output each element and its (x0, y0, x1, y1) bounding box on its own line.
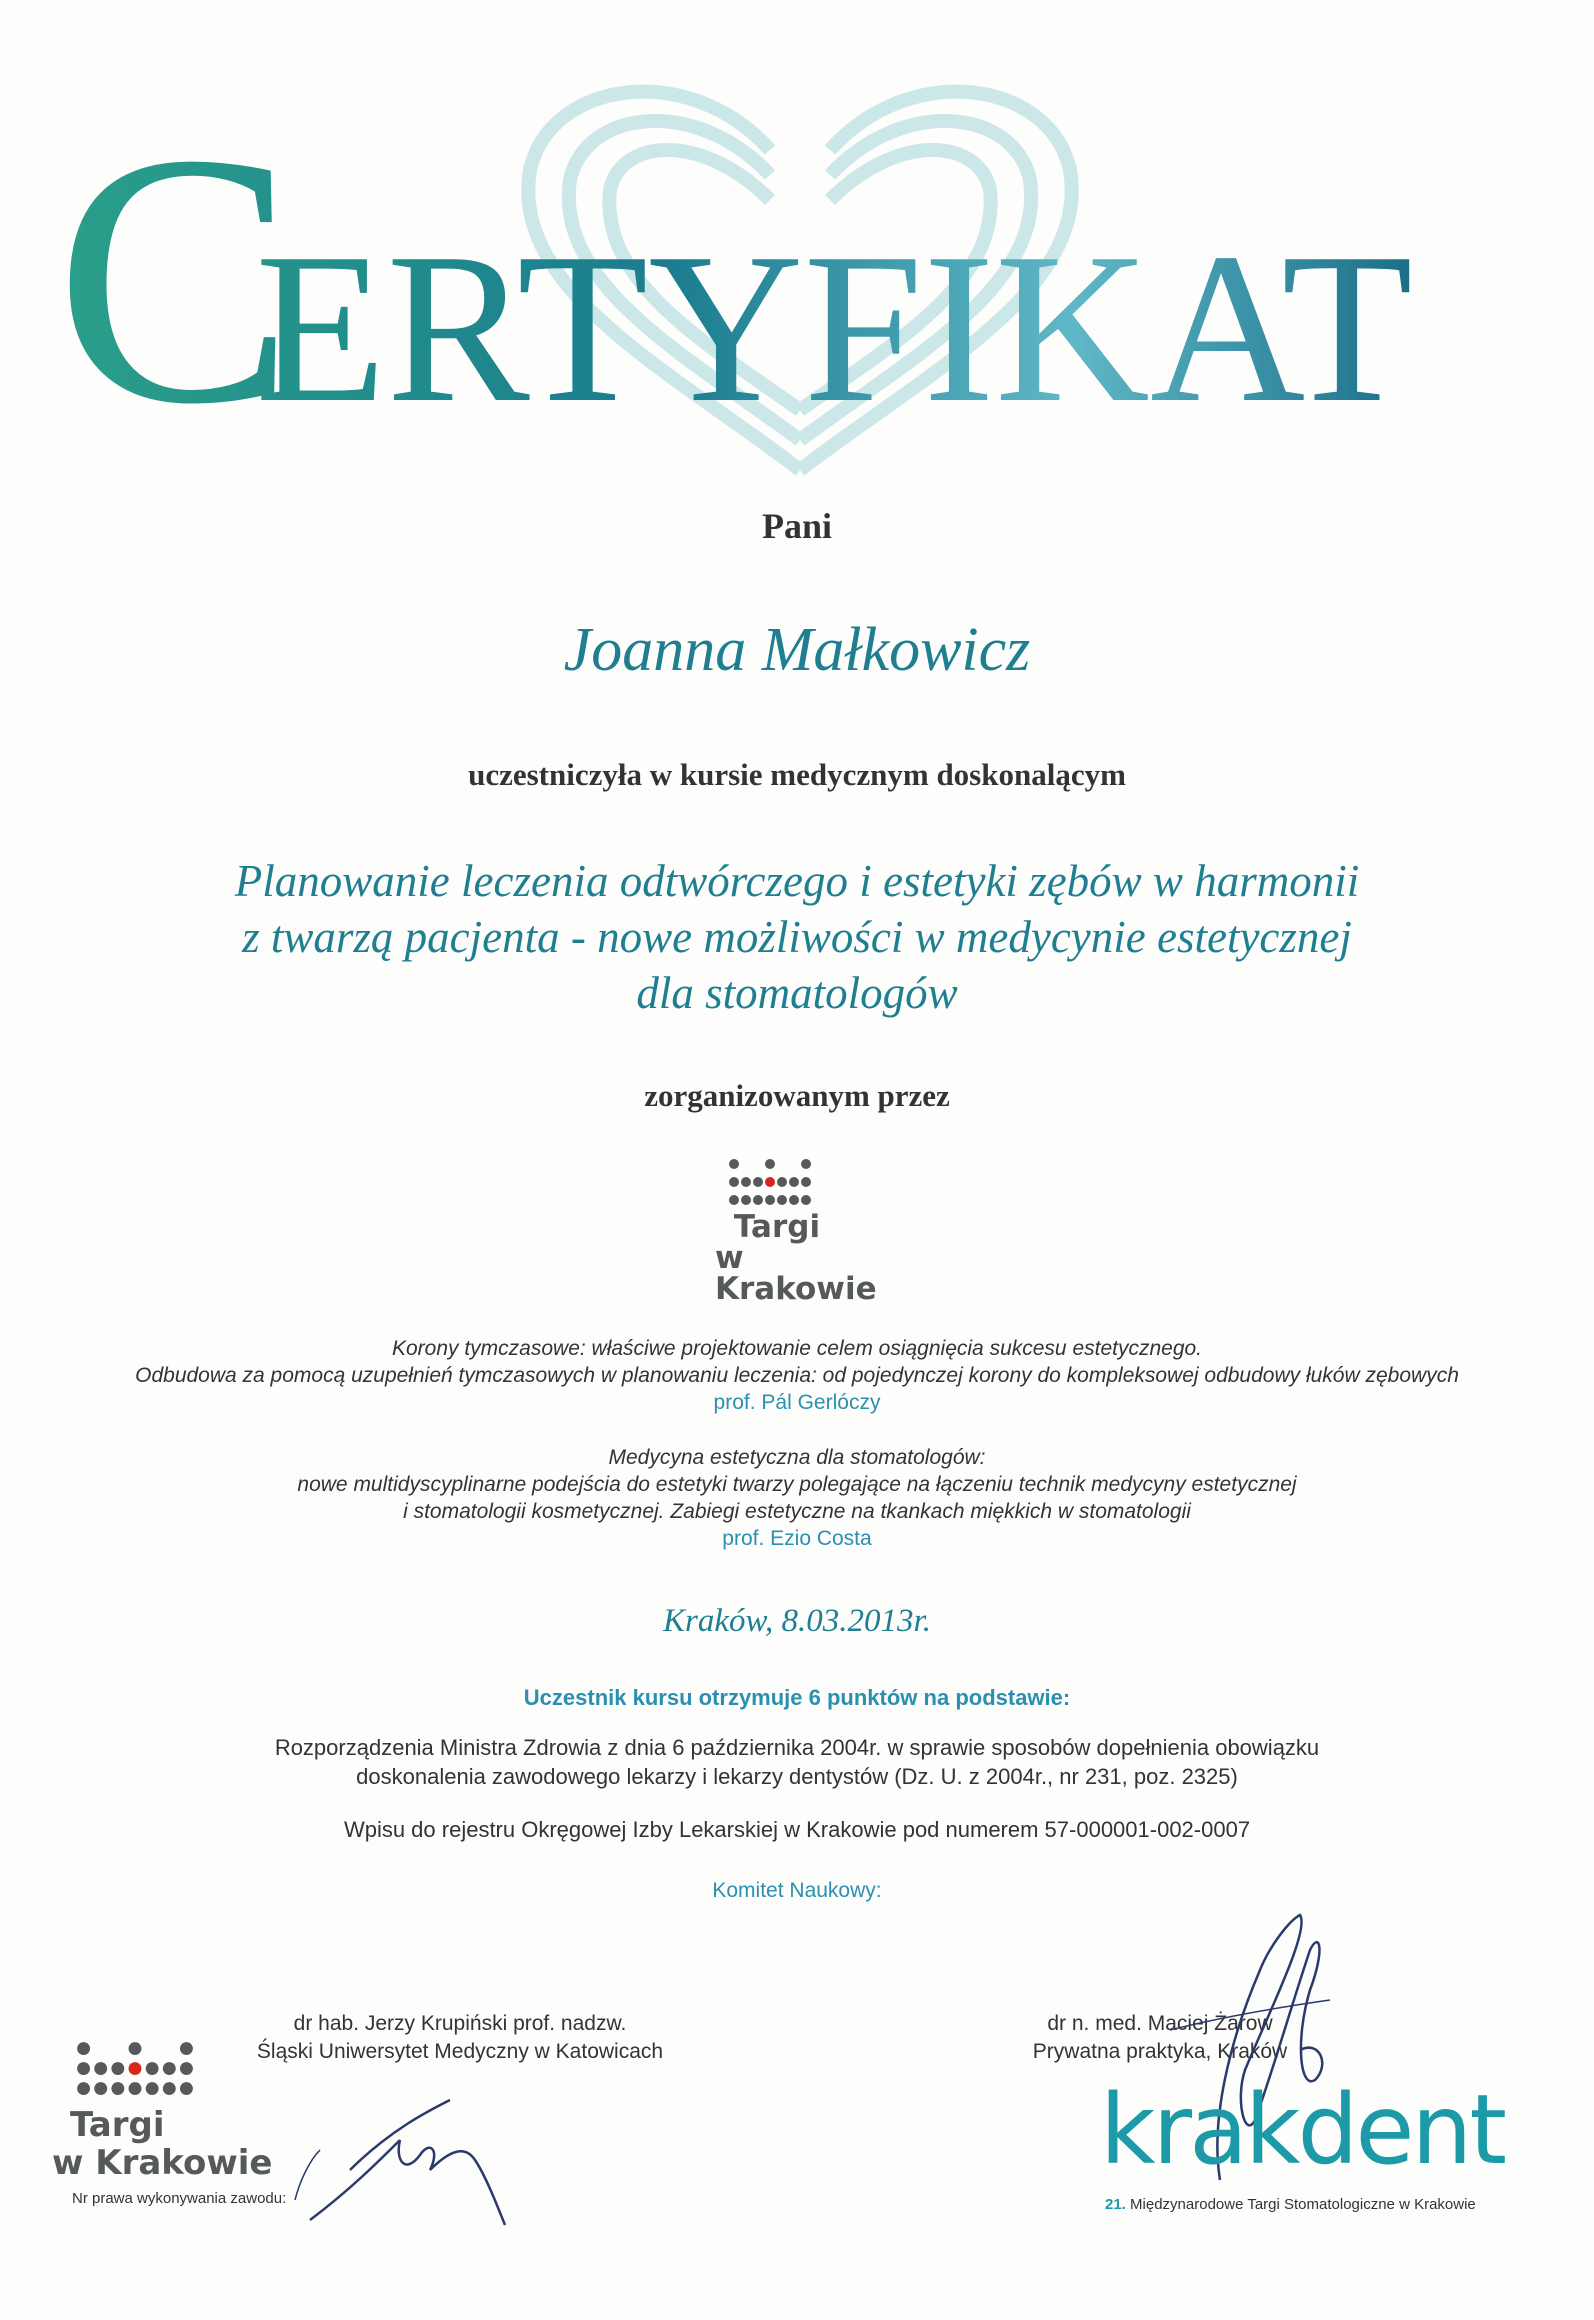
signature-1 (290, 2050, 540, 2250)
brand-subtitle-text: Międzynarodowe Targi Stomatologiczne w Krakowie (1130, 2196, 1476, 2213)
organizer-logo-line1: Targi (733, 1209, 821, 1245)
course-title (0, 853, 1594, 1021)
signatory-affiliation: Śląski Uniwersytet Medyczny w Katowicach (256, 2040, 664, 2063)
signatory-name: dr hab. Jerzy Krupiński prof. nadzw. (293, 2012, 627, 2035)
footer-logo-line1: Targi (70, 2105, 165, 2145)
lecture-line: Medycyna estetyczna dla stomatologów: (608, 1446, 986, 1469)
lecture-line: i stomatologii kosmetycznej. Zabiegi estetyczne na tkankach miękkich w stomatologii (403, 1500, 1191, 1523)
organizer-logo (715, 1158, 877, 1307)
signatory-affiliation: Prywatna praktyka, Kraków (1032, 2040, 1288, 2063)
regulation-text (0, 1733, 1594, 1791)
course-title-line: dla stomatologów (636, 968, 958, 1018)
organized-by-text: zorganizowanym przez (644, 1078, 950, 1113)
salutation: Pani (761, 506, 832, 546)
course-title-line: z twarzą pacjenta - nowe możliwości w medycynie estetycznej (242, 912, 1352, 962)
dots-logo-icon (74, 2040, 196, 2100)
lecture-1 (0, 1335, 1594, 1416)
signatory-name: dr n. med. Maciej Żarow (1047, 2012, 1273, 2035)
brand-logo: krakdent (1100, 2074, 1504, 2186)
brand-subtitle-number: 21. (1105, 2196, 1126, 2213)
place-date: Kraków, 8.03.2013r. (663, 1603, 931, 1639)
organizer-logo-line2: w Krakowie (715, 1240, 877, 1307)
lecture-line: Odbudowa za pomocą uzupełnień tymczasowych w planowaniu leczenia: od pojedynczej korony do kompleksowej odbudowy łuków zębowych (135, 1364, 1459, 1387)
points-heading: Uczestnik kursu otrzymuje 6 punktów na podstawie: (523, 1685, 1071, 1710)
lecture-line: nowe multidyscyplinarne podejścia do estetyki twarzy polegające na łączeniu technik medycyny estetycznej (297, 1473, 1297, 1496)
footer-organizer-logo (52, 2040, 292, 2183)
recipient-name: Joanna Małkowicz (563, 616, 1031, 684)
lecturer-name: prof. Ezio Costa (722, 1527, 872, 1550)
committee-label: Komitet Naukowy: (712, 1879, 882, 1902)
dots-logo-icon (728, 1158, 812, 1208)
register-text: Wpisu do rejestru Okręgowej Izby Lekarskiej w Krakowie pod numerem 57-000001-002-0007 (343, 1817, 1251, 1842)
lecture-2 (0, 1444, 1594, 1552)
license-label: Nr prawa wykonywania zawodu: (72, 2190, 287, 2207)
footer-logo-line2: w Krakowie (52, 2143, 273, 2183)
course-title-line: Planowanie leczenia odtwórczego i estetyki zębów w harmonii (234, 856, 1360, 906)
lecture-line: Korony tymczasowe: właściwe projektowanie celem osiągnięcia sukcesu estetycznego. (391, 1337, 1203, 1360)
certificate-title (55, 70, 1555, 450)
certificate-title-text: CERTYFIKAT (55, 79, 1413, 450)
regulation-line: doskonalenia zawodowego lekarzy i lekarzy dentystów (Dz. U. z 2004r., nr 231, poz. 2325) (356, 1764, 1238, 1789)
participation-text: uczestniczyła w kursie medycznym doskonalącym (468, 757, 1126, 792)
lecturer-name: prof. Pál Gerlóczy (713, 1391, 881, 1414)
regulation-line: Rozporządzenia Ministra Zdrowia z dnia 6 października 2004r. w sprawie sposobów dopełnienia obowiązku (274, 1735, 1320, 1760)
brand-subtitle (1105, 2196, 1476, 2213)
